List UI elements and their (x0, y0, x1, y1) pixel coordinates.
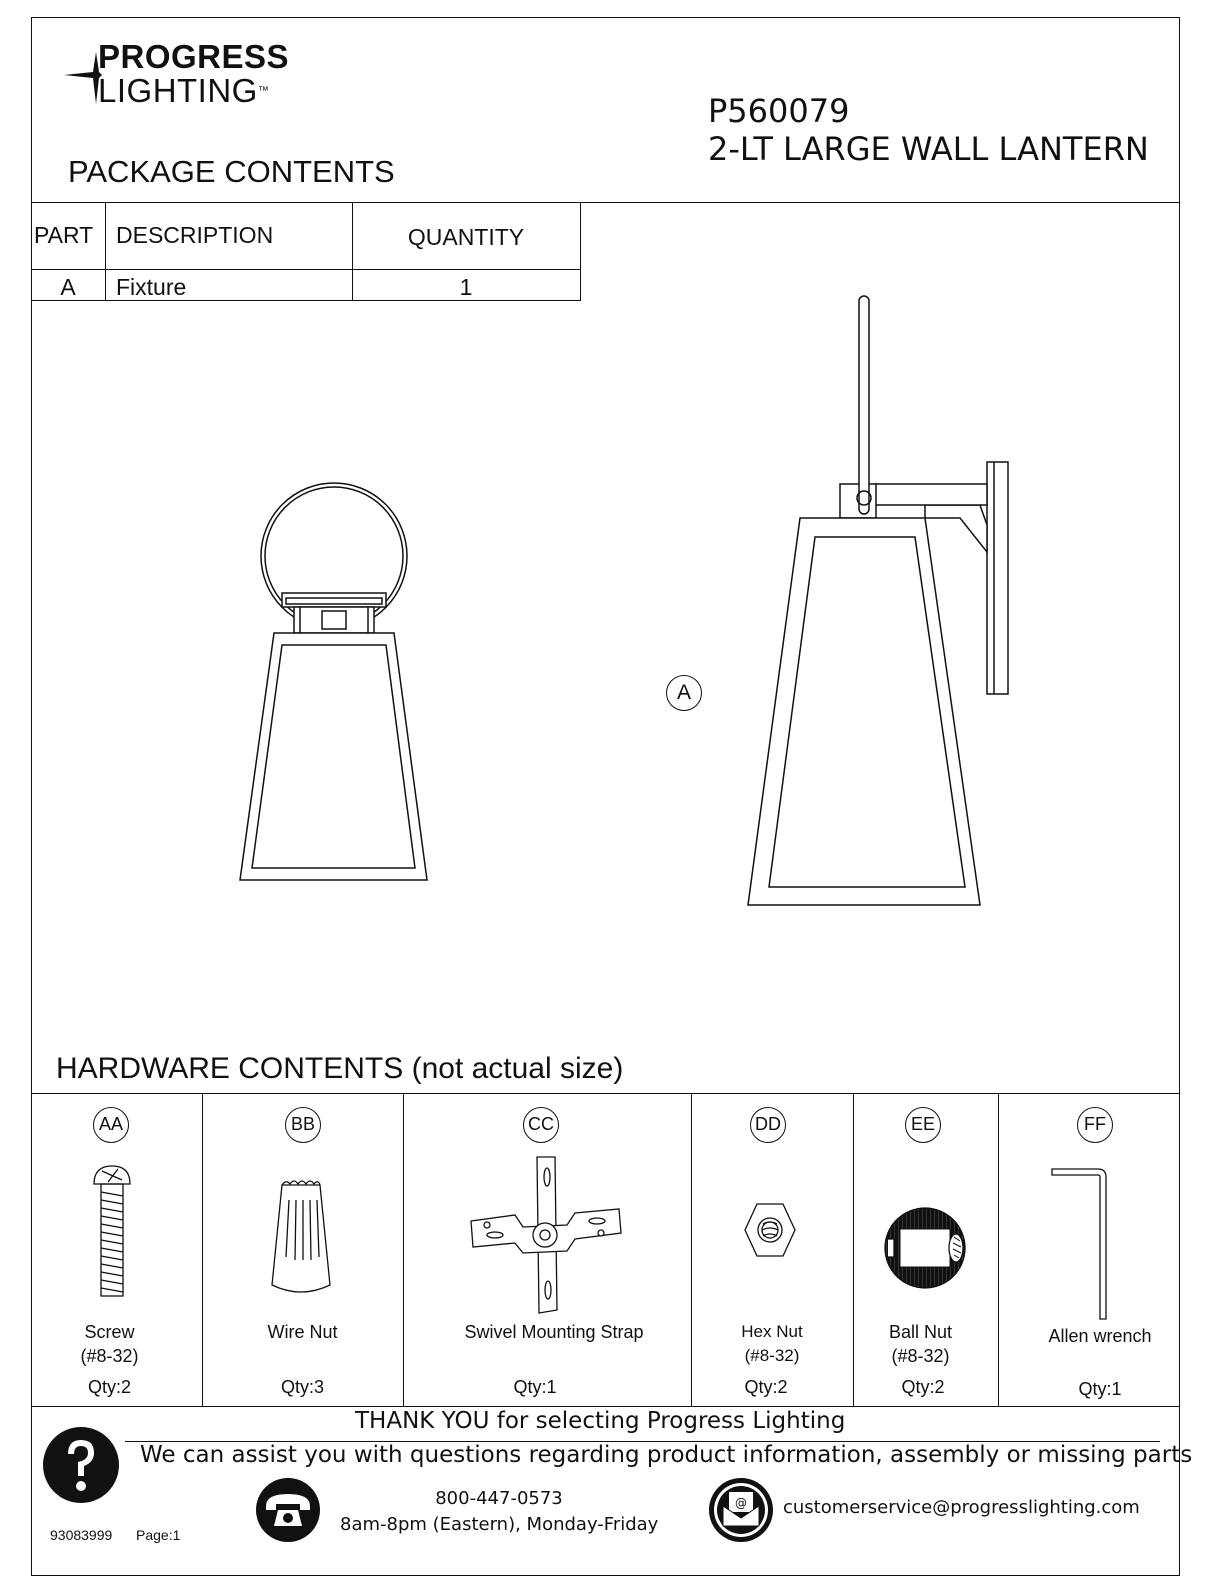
footer-thanks: THANK YOU for selecting Progress Lighting (355, 1408, 846, 1434)
hw-name-aa: Screw (84, 1322, 135, 1342)
page-number: Page:1 (136, 1527, 181, 1543)
hw-qty-ee: Qty:2 (901, 1377, 945, 1397)
hw-name-ff: Allen wrench (1048, 1326, 1152, 1346)
table-col-divider (105, 202, 106, 301)
hw-code-bb: BB (285, 1107, 321, 1143)
hw-spec-dd: (#8-32) (744, 1346, 800, 1365)
hw-name-dd: Hex Nut (741, 1322, 803, 1341)
hardware-bottom-border (31, 1406, 1180, 1407)
hw-spec-ee: (#8-32) (891, 1346, 950, 1366)
row-part: A (60, 274, 76, 300)
hw-qty-dd: Qty:2 (744, 1377, 788, 1397)
hw-label-ee (853, 1320, 988, 1368)
email-icon (707, 1476, 775, 1544)
hw-code-dd: DD (750, 1107, 786, 1143)
swivel-mounting-strap-icon (465, 1155, 625, 1315)
brand-star-icon (62, 50, 102, 106)
header-description: DESCRIPTION (116, 222, 274, 248)
hw-col-divider (202, 1093, 203, 1406)
hw-label-aa (31, 1320, 188, 1368)
svg-text:@: @ (735, 1496, 747, 1510)
hw-code-ee: EE (905, 1107, 941, 1143)
header-divider (31, 202, 1180, 203)
hw-name-ee: Ball Nut (888, 1322, 953, 1342)
doc-number: 93083999 (50, 1527, 113, 1543)
hw-spec-aa: (#8-32) (80, 1346, 139, 1366)
row-description: Fixture (116, 274, 187, 300)
row-quantity: 1 (459, 274, 473, 300)
hw-code-aa: AA (93, 1107, 129, 1143)
hw-qty-cc: Qty:1 (513, 1377, 557, 1397)
hex-nut-icon (743, 1200, 797, 1260)
footer-assist: We can assist you with questions regarding product information, assembly or missing parts (140, 1442, 1193, 1468)
hw-name-cc: Swivel Mounting Strap (464, 1322, 644, 1342)
ball-nut-icon (882, 1205, 968, 1291)
phone-icon (254, 1476, 322, 1544)
table-right-border (580, 202, 581, 301)
hw-name-bb: Wire Nut (267, 1322, 338, 1342)
brand-line2: LIGHTING™ (98, 72, 270, 109)
package-contents-title: PACKAGE CONTENTS (68, 154, 395, 189)
hardware-top-border (31, 1093, 1180, 1094)
footer-phone: 800-447-0573 (435, 1488, 563, 1509)
table-row-divider (31, 269, 581, 270)
footer-email[interactable]: customerservice@progresslighting.com (783, 1497, 1140, 1518)
callout-a: A (666, 675, 702, 711)
product-model: P560079 (708, 92, 850, 130)
hw-col-divider (998, 1093, 999, 1406)
product-name: 2-LT LARGE WALL LANTERN (708, 130, 1149, 168)
question-icon (40, 1424, 122, 1506)
lantern-front-view (230, 480, 440, 890)
allen-wrench-icon (1048, 1165, 1110, 1325)
brand-line1: PROGRESS (98, 38, 290, 75)
hw-code-ff: FF (1077, 1107, 1113, 1143)
lantern-side-view (735, 290, 1025, 915)
hw-code-cc: CC (523, 1107, 559, 1143)
header-quantity: QUANTITY (407, 224, 525, 250)
hardware-contents-title: HARDWARE CONTENTS (not actual size) (56, 1052, 624, 1085)
screw-icon (88, 1162, 138, 1302)
hw-qty-bb: Qty:3 (280, 1377, 324, 1397)
hw-qty-ff: Qty:1 (1078, 1379, 1122, 1399)
header-part: PART (34, 222, 94, 248)
wire-nut-icon (262, 1175, 340, 1300)
hw-col-divider (403, 1093, 404, 1406)
hw-label-dd (691, 1320, 853, 1368)
hw-qty-aa: Qty:2 (87, 1377, 131, 1397)
footer-hours: 8am-8pm (Eastern), Monday-Friday (340, 1514, 659, 1535)
